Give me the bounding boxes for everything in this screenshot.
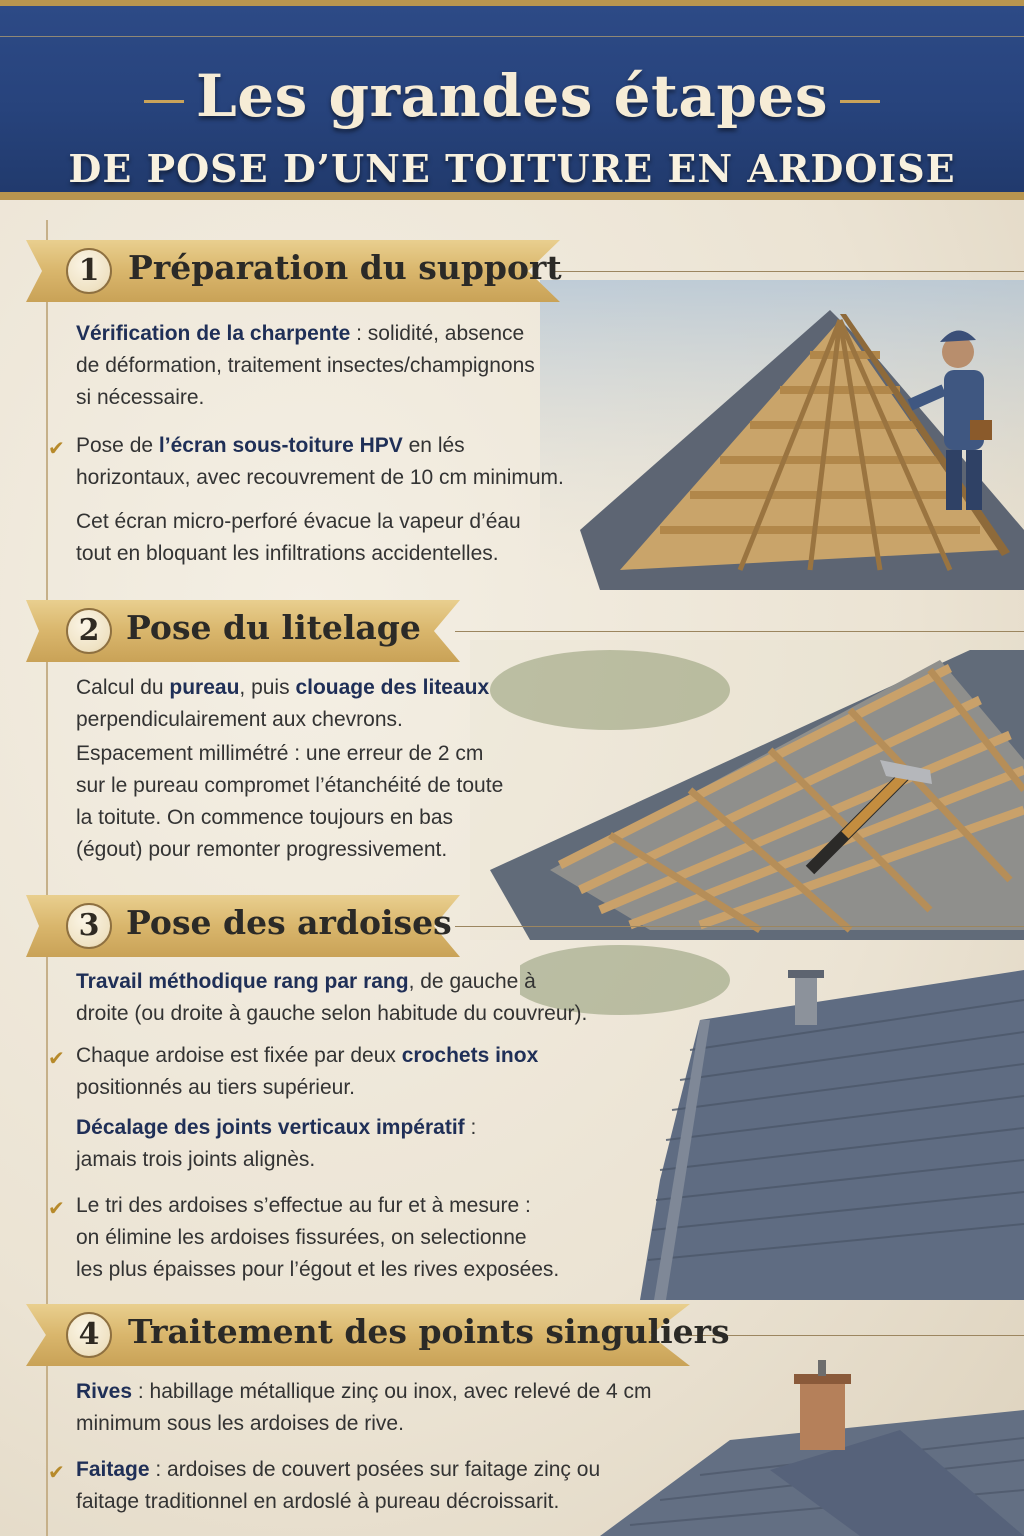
step-4-p1-bold: Rives xyxy=(76,1380,133,1403)
step-3-p1-bold: Travail méthodique rang par rang xyxy=(76,970,409,993)
step-4-p1-text: : habillage métallique zinç ou inox, avec relevé de 4 cm xyxy=(132,1380,652,1403)
check-icon: ✔ xyxy=(48,436,65,460)
step-3-p3-bold: Décalage des joints verticaux impératif xyxy=(76,1116,465,1139)
chimney-vent-icon xyxy=(795,975,817,1025)
page-title xyxy=(0,62,1024,130)
step-2-title: Pose du litelage xyxy=(126,608,421,647)
step-1-p3-line2: tout en bloquant les infiltrations accidentelles. xyxy=(76,542,499,565)
step-4-p2-bold: Faitage xyxy=(76,1458,150,1481)
step-4-title: Traitement des points singuliers xyxy=(128,1312,730,1351)
step-4-rule xyxy=(685,1335,1024,1336)
step-3-rule xyxy=(455,926,1024,927)
step-2-p2-line3: la toitute. On commence toujours en bas xyxy=(76,806,454,829)
step-2-number: 2 xyxy=(66,608,112,654)
step-2-p2-line4: (égout) pour remonter progressivement. xyxy=(76,838,448,861)
step-3-p3-text: : xyxy=(464,1116,477,1139)
step-3-p4-line2: on élimine les ardoises fissurées, on selectionne xyxy=(76,1226,527,1249)
step-1-rule xyxy=(555,271,1024,272)
step-2-p2-line2: sur le pureau compromet l’étanchéité de toute xyxy=(76,774,504,797)
step-1-p2-c: en lés xyxy=(402,434,465,457)
step-3-p2-bold: crochets inox xyxy=(401,1044,539,1067)
step-2-p1-a: Calcul du xyxy=(76,676,170,699)
step-1-p1-line3: si nécessaire. xyxy=(76,386,205,409)
step-3-paragraph-1 xyxy=(76,966,676,1030)
step-3-p1-line2: droite (ou droite à gauche selon habitude du couvreur). xyxy=(76,1002,588,1025)
step-3-p4-line3: les plus épaisses pour l’égout et les rives exposées. xyxy=(76,1258,560,1281)
step-3-p3-line2: jamais trois joints alignès. xyxy=(76,1148,316,1171)
step-2-paragraph-1 xyxy=(76,672,596,736)
check-icon: ✔ xyxy=(48,1046,65,1070)
step-3-title: Pose des ardoises xyxy=(126,903,452,942)
title-text: Les grandes étapes xyxy=(195,62,829,130)
step-1-p1-line2: de déformation, traitement insectes/champignons xyxy=(76,354,535,377)
step-2-rule xyxy=(455,631,1024,632)
chimney-icon xyxy=(800,1380,845,1450)
step-1-paragraph-3 xyxy=(76,506,636,570)
step-4-p2-line2: faitage traditionnel en ardoslé à pureau décroissarit. xyxy=(76,1490,560,1513)
step-4-number: 4 xyxy=(66,1312,112,1358)
step-3-paragraph-4 xyxy=(76,1190,636,1286)
step-3-number: 3 xyxy=(66,903,112,949)
step-1-title: Préparation du support xyxy=(128,248,562,287)
step-3-p2-a: Chaque ardoise est fixée par deux xyxy=(76,1044,402,1067)
step-1-p2-line2: horizontaux, avec recouvrement de 10 cm minimum. xyxy=(76,466,564,489)
header-banner xyxy=(0,0,1024,200)
step-1-p3-line1: Cet écran micro-perforé évacue la vapeur d’éau xyxy=(76,510,521,533)
check-icon: ✔ xyxy=(48,1460,65,1484)
title-ornament-right xyxy=(840,100,880,103)
step-2-paragraph-2 xyxy=(76,738,596,866)
step-1-p2-bold: l’écran sous-toiture HPV xyxy=(158,434,403,457)
step-3-p4-line1: Le tri des ardoises s’effectue au fur et à mesure : xyxy=(76,1194,531,1217)
step-3-paragraph-3 xyxy=(76,1112,636,1176)
step-3-p2-line2: positionnés au tiers supérieur. xyxy=(76,1076,355,1099)
step-2-p1-bold-2: clouage des liteaux xyxy=(295,676,490,699)
step-1-p1-text: : solidité, absence xyxy=(350,322,525,345)
check-icon: ✔ xyxy=(48,1196,65,1220)
step-3-p1-text: , de gauche à xyxy=(408,970,536,993)
step-1-paragraph-2 xyxy=(76,430,636,494)
page-subtitle: DE POSE D’UNE TOITURE EN ARDOISE xyxy=(68,146,956,191)
step-3-paragraph-2 xyxy=(76,1040,636,1104)
step-1-p1-bold: Vérification de la charpente xyxy=(76,322,351,345)
step-4-p1-line2: minimum sous les ardoises de rive. xyxy=(76,1412,404,1435)
step-2-p1-c: , puis xyxy=(239,676,296,699)
step-1-paragraph-1 xyxy=(76,318,636,414)
step-2-p1-bold-1: pureau xyxy=(169,676,240,699)
step-2-p2-line1: Espacement millimétré : une erreur de 2 cm xyxy=(76,742,484,765)
step-4-paragraph-2 xyxy=(76,1454,676,1518)
step-2-p1-line2: perpendiculairement aux chevrons. xyxy=(76,708,403,731)
title-ornament-left xyxy=(144,100,184,103)
step-4-paragraph-1 xyxy=(76,1376,736,1440)
step-1-p2-a: Pose de xyxy=(76,434,159,457)
step-4-p2-text: : ardoises de couvert posées sur faitage zinç ou xyxy=(149,1458,601,1481)
step-1-number: 1 xyxy=(66,248,112,294)
